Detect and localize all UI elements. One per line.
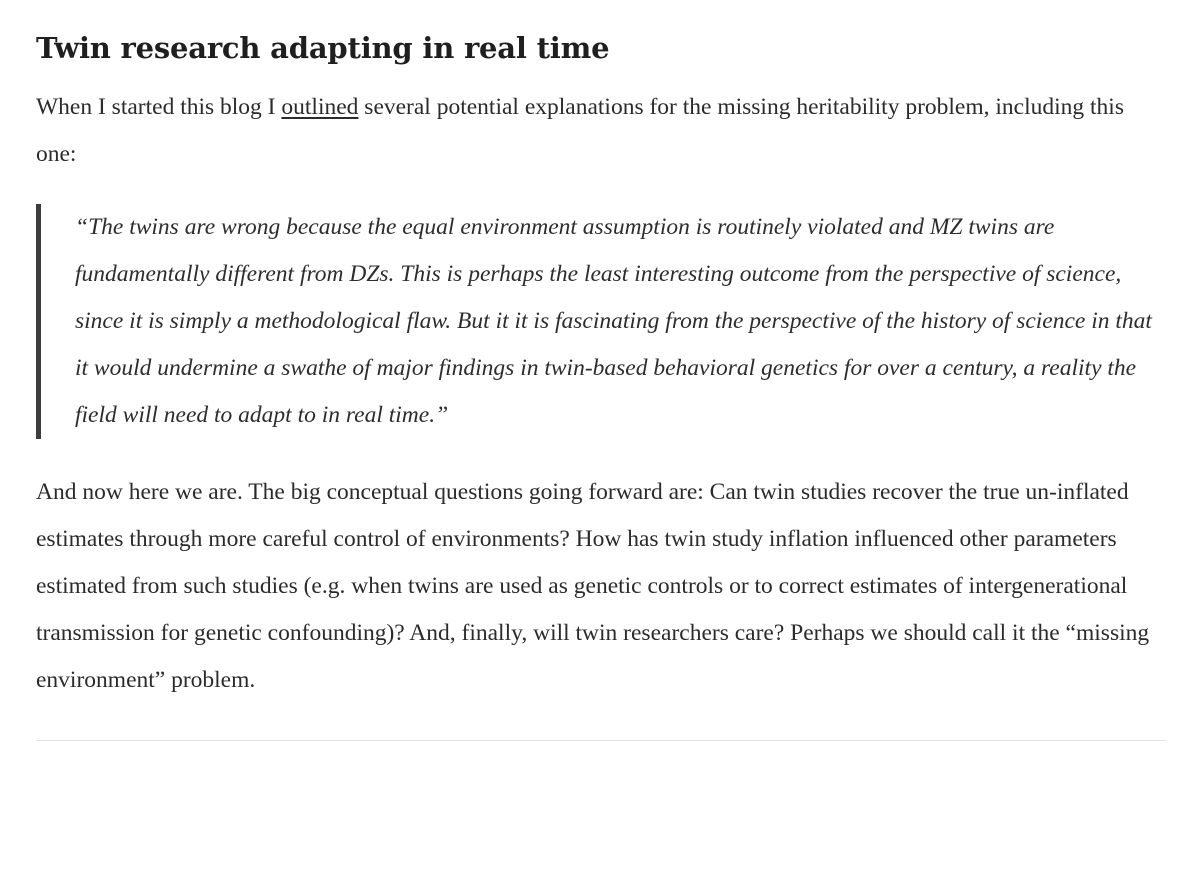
intro-paragraph-text-before-link: When I started this blog I [36, 94, 282, 121]
closing-paragraph: And now here we are. The big conceptual questions going forward are: Can twin studies recover the true un-inflated estimates through more careful control of environments? How has twin study inflation influenced other parameters estimated from such studies (e.g. when twins are used as genetic controls or to correct estimates of intergenerational transmission for genetic confounding)? And, finally, will twin researchers care? Perhaps we should call it the “missing environment” problem. [36, 479, 1150, 694]
outlined-link[interactable]: outlined [281, 94, 359, 121]
intro-paragraph [36, 84, 1166, 178]
blockquote [36, 204, 1166, 439]
blockquote-text: “The twins are wrong because the equal environment assumption is routinely violated and MZ twins are fundamentally different from DZs. This is perhaps the least interesting outcome from the perspective of science, since it is simply a methodological flaw. But it it is fascinating from the perspective of the history of science in that it would undermine a swathe of major findings in twin-based behavioral genetics for over a century, a reality the field will need to adapt to in real time.” [75, 214, 1152, 429]
intro-paragraph-text-after-link: several potential explanations for the missing heritability problem, including this one: [36, 94, 1124, 168]
section-divider [36, 740, 1166, 741]
page-title: Twin research adapting in real time [36, 31, 610, 65]
